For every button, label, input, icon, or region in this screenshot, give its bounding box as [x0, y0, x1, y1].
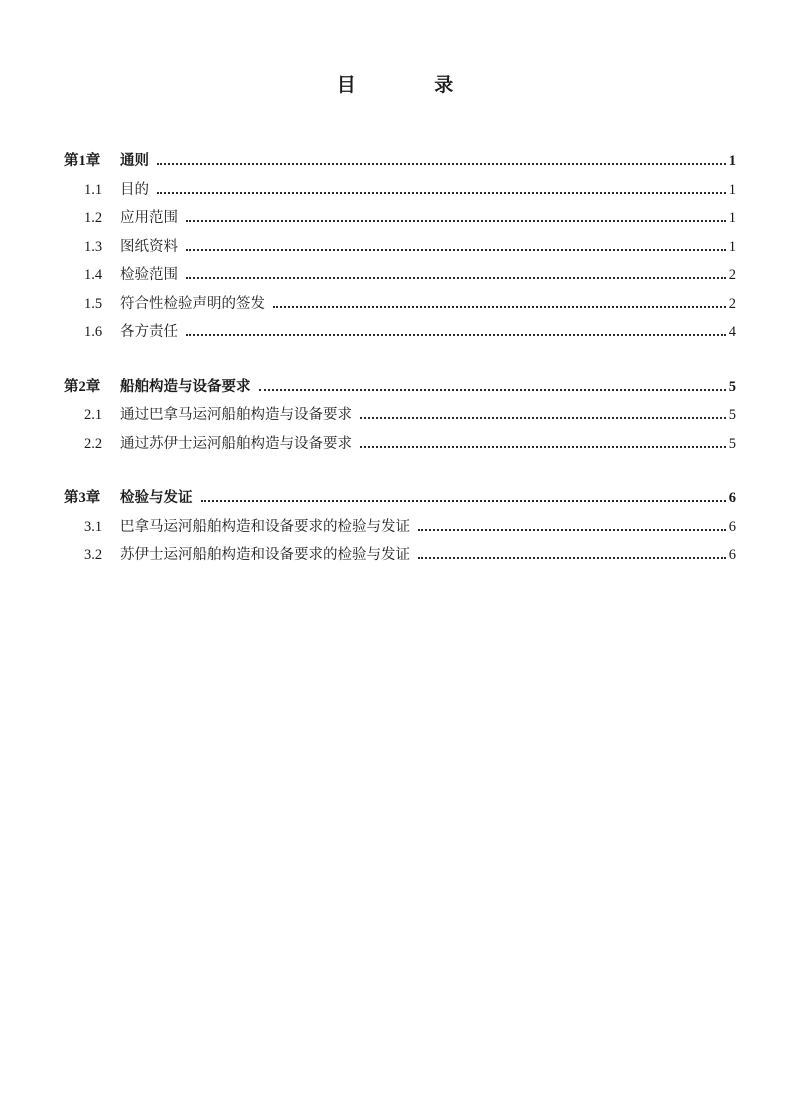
toc-chapter-2 [64, 373, 736, 459]
dot-leader [360, 417, 726, 419]
page-number: 1 [728, 153, 736, 169]
toc-entry[interactable] [64, 401, 736, 430]
section-title: 检验范围 [120, 267, 178, 283]
section-title: 苏伊士运河船舶构造和设备要求的检验与发证 [120, 547, 410, 563]
dot-leader [418, 557, 726, 559]
table-of-contents [64, 147, 736, 596]
chapter-title: 通则 [120, 152, 149, 169]
page-number: 5 [728, 407, 736, 423]
dot-leader [186, 249, 726, 251]
section-number: 2.1 [84, 407, 103, 423]
section-number: 1.4 [84, 267, 103, 283]
dot-leader [259, 389, 727, 391]
dot-leader [186, 277, 726, 279]
dot-leader [186, 220, 726, 222]
section-title: 巴拿马运河船舶构造和设备要求的检验与发证 [120, 518, 410, 535]
toc-chapter-3 [64, 484, 736, 570]
page-number: 5 [728, 378, 736, 395]
chapter-number: 第2章 [64, 378, 101, 395]
toc-entry[interactable] [64, 176, 736, 205]
page-number: 6 [728, 547, 736, 563]
chapter-number: 第1章 [64, 153, 101, 169]
section-title: 图纸资料 [120, 238, 178, 255]
toc-entry[interactable] [64, 204, 736, 233]
toc-chapter-1 [64, 147, 736, 347]
toc-entry[interactable] [64, 318, 736, 347]
section-number: 3.1 [84, 518, 103, 535]
chapter-title: 船舶构造与设备要求 [120, 377, 251, 395]
section-number: 1.3 [84, 238, 103, 255]
toc-entry[interactable] [64, 147, 736, 176]
page-number: 6 [728, 518, 736, 535]
section-title: 通过苏伊士运河船舶构造与设备要求 [120, 435, 352, 452]
dot-leader [201, 500, 727, 502]
dot-leader [186, 334, 726, 336]
dot-leader [360, 446, 726, 448]
page-number: 1 [728, 210, 736, 226]
chapter-number: 第3章 [64, 490, 101, 506]
page-number: 5 [728, 435, 736, 452]
dot-leader [273, 306, 726, 308]
toc-entry[interactable] [64, 430, 736, 459]
dot-leader [157, 163, 726, 165]
dot-leader [157, 192, 726, 194]
dot-leader [418, 529, 726, 531]
section-title: 目的 [120, 181, 149, 198]
toc-entry[interactable] [64, 513, 736, 542]
page-number: 1 [728, 181, 736, 198]
section-number: 1.1 [84, 181, 103, 198]
page-number: 1 [728, 238, 736, 255]
toc-entry[interactable] [64, 484, 736, 513]
page-title: 目 录 [336, 74, 490, 96]
section-number: 1.5 [84, 295, 103, 312]
toc-entry[interactable] [64, 233, 736, 262]
section-title: 通过巴拿马运河船舶构造与设备要求 [120, 407, 352, 423]
section-title: 应用范围 [120, 210, 178, 226]
section-number: 3.2 [84, 547, 103, 563]
toc-entry[interactable] [64, 541, 736, 570]
toc-entry[interactable] [64, 290, 736, 319]
section-number: 1.6 [84, 324, 103, 340]
page-number: 4 [728, 324, 736, 340]
section-title: 符合性检验声明的签发 [120, 295, 265, 312]
section-title: 各方责任 [120, 324, 178, 340]
chapter-title: 检验与发证 [120, 489, 193, 506]
page-number: 2 [728, 295, 736, 312]
toc-entry[interactable] [64, 261, 736, 290]
page-number: 2 [728, 267, 736, 283]
section-number: 2.2 [84, 435, 103, 452]
toc-entry[interactable] [64, 373, 736, 402]
section-number: 1.2 [84, 210, 103, 226]
page-number: 6 [728, 490, 736, 506]
